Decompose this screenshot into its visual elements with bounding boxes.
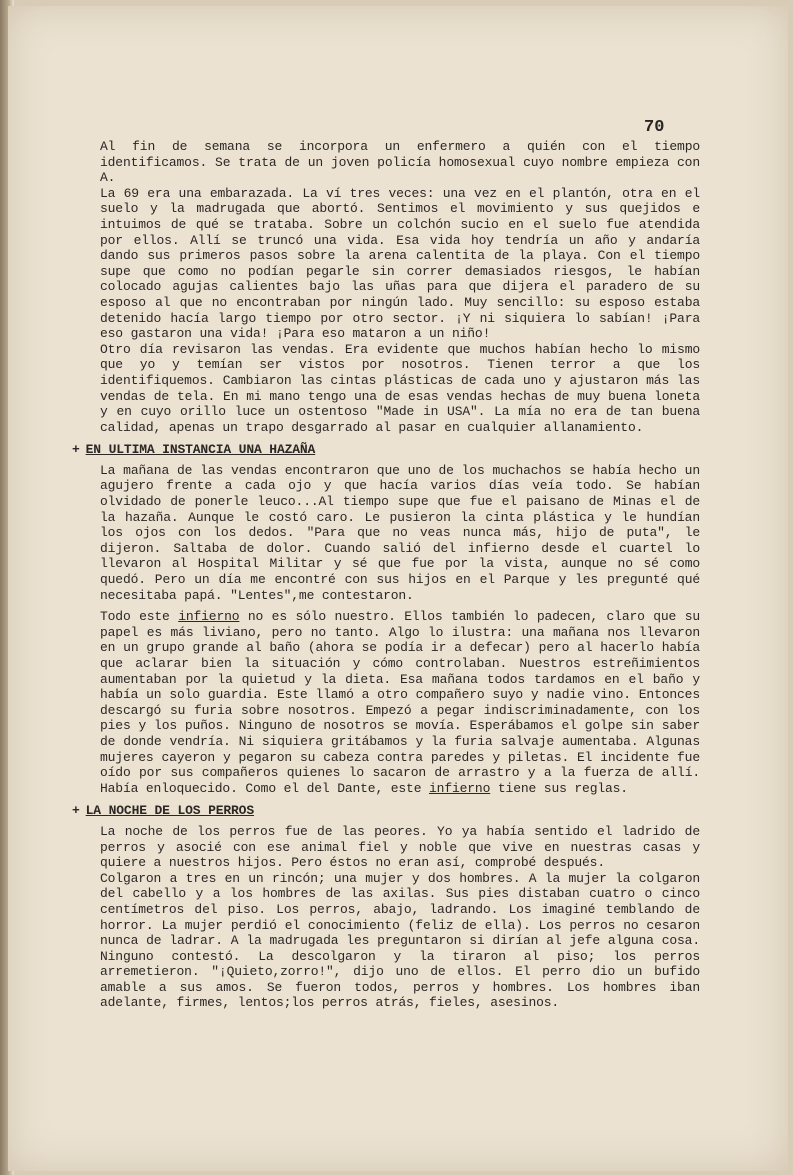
paragraph: La 69 era una embarazada. La ví tres veces: una vez en el plantón, otra en el suelo y la madrugada que abortó. Sentimos el movimiento y sus quejidos e intuimos de qué se trataba. Sobre un colchón sucio en el suelo fue atendida por ellos. Allí se truncó una vida. Esa vida hoy tendría un año y andaría dando sus primeros pasos sobre la arena calentita de la playa. Con el tiempo supe que como no podían pegarle sin correr demasiados riesgos, le habían colocado agujas calientes bajo las uñas para que dijera el paradero de su esposo al que no encontraban por ningún lado. Muy sencillo: su esposo estaba detenido hacía largo tiempo por otro sector. ¡Y ni siquiera lo sabían! ¡Para eso gastaron una vida! ¡Para eso mataron a un niño! <box>100 185 700 342</box>
paragraph-text: tiene sus reglas. <box>490 780 628 796</box>
emphasized-word: infierno <box>429 780 491 796</box>
page-number: 70 <box>644 118 665 137</box>
paragraph: Otro día revisaron las vendas. Era evidente que muchos habían hecho lo mismo que yo y temían ser vistos por nosotros. Tienen terror a que los identifiquemos. Cambiaron las cintas plásticas de cada uno y ajustaron más las vendas de tela. En mi mano tengo una de esas vendas hechas de muy buena loneta y en cuyo orillo luce un ostentoso "Made in USA". La mía no era de tan buena calidad, apenas un trapo desgarrado al pasar en cualquier allanamiento. <box>100 341 700 435</box>
bullet-mark: + <box>72 803 80 819</box>
section-heading-text: EN ULTIMA INSTANCIA UNA HAZAÑA <box>85 442 316 458</box>
section-heading <box>72 442 700 458</box>
paragraph: Colgaron a tres en un rincón; una mujer y dos hombres. A la mujer la colgaron del cabello y a los hombres de las axilas. Sus pies distaban cuatro o cinco centímetros del piso. Los perros, abajo, ladrando. Los imaginé temblando de horror. La mujer perdió el conocimiento (feliz de ella). Los perros no cesaron nunca de ladrar. A la madrugada les preguntaron si dirían al jefe alguna cosa. Ninguno contestó. La descolgaron y la tiraron al piso; los perros arremetieron. "¡Quieto,zorro!", dijo uno de ellos. El perro dio un bufido amable a sus amos. Se fueron todos, perros y hombres. Los hombres iban adelante, firmes, lentos;los perros atrás, fieles, asesinos. <box>100 870 700 1011</box>
section-heading <box>72 803 700 819</box>
paragraph: Al fin de semana se incorpora un enfermero a quién con el tiempo identificamos. Se trata de un joven policía homosexual cuyo nombre empieza con A. <box>100 139 700 186</box>
body-text <box>72 139 700 1011</box>
emphasized-word: infierno <box>178 609 240 625</box>
paragraph-text: Todo este <box>100 609 179 625</box>
bullet-mark: + <box>72 442 80 458</box>
paragraph: La noche de los perros fue de las peores. Yo ya había sentido el ladrido de perros y asocié con ese animal fiel y noble que vive en nuestras casas y quiere a nuestros hijos. Pero éstos no eran así, comprobé después. <box>100 823 700 871</box>
paragraph: La mañana de las vendas encontraron que uno de los muchachos se había hecho un agujero frente a cada ojo y que hacía varios días veía todo. Se habían olvidado de ponerle leuco...Al tiempo supe que fue el paisano de Minas el de la hazaña. Aunque le costó caro. Le pusieron la cinta plástica y le hundían los ojos con los dedos. "Para que no veas nunca más, hijo de puta", le dijeron. Saltaba de dolor. Cuando salió del infierno desde el cuartel lo llevaron al Hospital Militar y sé que fue por la vista, aunque no sé como quedó. Pero un día me encontré con sus hijos en el Parque y les pregunté qué necesitaba papá. "Lentes",me contestaron. <box>100 462 700 603</box>
section-heading-text: LA NOCHE DE LOS PERROS <box>85 803 254 819</box>
paragraph-text: no es sólo nuestro. Ellos también lo padecen, claro que su papel es más liviano, pero no tanto. Algo lo ilustra: una mañana nos llevaron en un grupo grande al baño (ahora se podía ir a defecar) pero al hacerlo había que aclarar bien la situación y cómo controlaban. Nuestros estreñimientos aumentaban por la quietud y la dieta. Esa mañana todos tardamos en el baño y había un solo guardia. Este llamó a otro compañero suyo y nadie vino. Entonces descargó su furia sobre nosotros. Empezó a pegar indiscriminadamente, con los pies y los puños. Ninguno de nosotros se movía. Esperábamos el golpe sin saber de donde vendría. Ni siquiera gritábamos y la furia salvaje aumentaba. Algunas mujeres cayeron y pegaron su cabeza contra paredes y piletas. El incidente fue oído por sus compañeros quienes lo sacaron de arrastro y a la fuerza de allí. Había enloquecido. Como el del Dante, este <box>100 609 700 796</box>
paragraph <box>100 609 700 796</box>
